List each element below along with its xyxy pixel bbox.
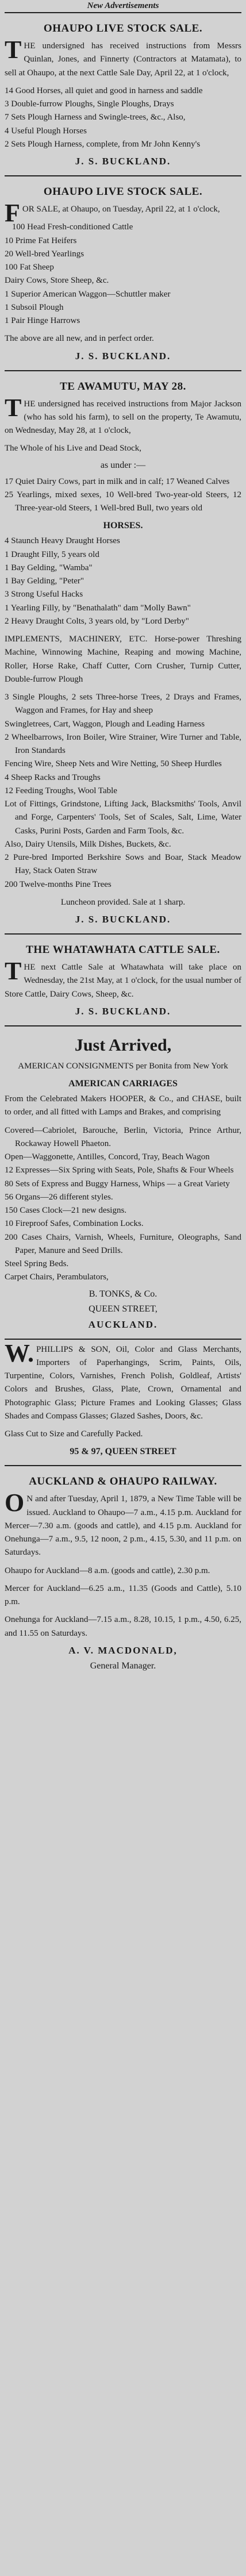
manager-signature: A. V. MACDONALD, bbox=[68, 1644, 178, 1656]
list-item: 4 Useful Plough Horses bbox=[5, 126, 87, 136]
list-item: Lot of Fittings, Grindstone, Lifting Jack, Blacksmiths' Tools, Anvil and Forge, Carpenters' Tools, Set of Scales, Salt, Lime, Water Casks, Purini Posts, Garden and Farm Tools, &c. bbox=[5, 799, 241, 836]
divider bbox=[5, 370, 241, 371]
list-item: 4 Staunch Heavy Draught Horses bbox=[5, 536, 120, 546]
ad-heading: AUCKLAND & OHAUPO RAILWAY. bbox=[29, 1475, 217, 1488]
divider bbox=[5, 175, 241, 176]
carriages-subheading: AMERICAN CARRIAGES bbox=[68, 1079, 178, 1089]
ad-heading: Just Arrived, bbox=[74, 1035, 172, 1055]
list-item: 80 Sets of Express and Buggy Harness, Whips — a Great Variety bbox=[5, 1179, 230, 1189]
auctioneer-signature: J. S. BUCKLAND. bbox=[75, 914, 171, 925]
list-item: 1 Pair Hinge Harrows bbox=[5, 316, 80, 325]
firm-street: QUEEN STREET, bbox=[89, 1304, 157, 1314]
firm-name: B. TONKS, & Co. bbox=[89, 1289, 157, 1299]
list-item: 10 Prime Fat Heifers bbox=[5, 236, 77, 245]
list-item: 14 Good Horses, all quiet and good in harness and saddle bbox=[5, 86, 203, 95]
auctioneer-signature: J. S. BUCKLAND. bbox=[75, 350, 171, 362]
ad-phillips-and-son bbox=[5, 1341, 241, 1464]
timetable-mercer: Mercer for Auckland—6.25 a.m., 11.35 (Goods and Cattle), 5.10 p.m. bbox=[5, 1583, 241, 1606]
manager-title: General Manager. bbox=[90, 1660, 156, 1671]
list-item: 1 Superior American Waggon—Schuttler maker bbox=[5, 289, 171, 299]
ad-note: Glass Cut to Size and Carefully Packed. bbox=[5, 1429, 143, 1439]
list-item: 17 Quiet Dairy Cows, part in milk and in calf; 17 Weaned Calves bbox=[5, 476, 230, 486]
implements-list bbox=[5, 691, 241, 891]
luncheon-note: Luncheon provided. Sale at 1 sharp. bbox=[60, 897, 186, 907]
list-item: 3 Strong Useful Hacks bbox=[5, 590, 83, 599]
ad-intro: AMERICAN CONSIGNMENTS per Bonita from New York bbox=[18, 1061, 228, 1071]
ad-heading: THE WHATAWHATA CATTLE SALE. bbox=[26, 944, 220, 956]
timetable-onehunga: Onehunga for Auckland—7.15 a.m., 8.28, 10.15, 1 p.m., 4.50, 6.25, and 11.55 on Saturdays. bbox=[5, 1615, 241, 1638]
list-item: 12 Feeding Troughs, Wool Table bbox=[5, 786, 117, 795]
auctioneer-signature: J. S. BUCKLAND. bbox=[75, 156, 171, 167]
ad-body: From the Celebrated Makers HOOPER, & Co., and CHASE, built to order, and all fitted with Lamps and Brakes, and comprising bbox=[5, 1094, 241, 1117]
ad-intro: ON and after Tuesday, April 1, 1879, a New Time Table will be issued. Auckland to Ohaupo—7 a.m., 4.15 p.m. Auckland for Mercer—7.30 a.m. (goods and cattle), and 4.15 p.m. Auckland for Onehunga—7 a.m., 9.5, 12 noon, 2 p.m., 4.15, 5.30, and 11 p.m. on Saturdays. bbox=[5, 1489, 241, 1558]
list-item: 100 Head Fresh-conditioned Cattle bbox=[11, 222, 133, 232]
ad-item-list bbox=[5, 84, 241, 151]
carriage-list bbox=[5, 1124, 241, 1285]
list-item: 1 Draught Filly, 5 years old bbox=[5, 549, 99, 559]
ad-te-awamutu-sale bbox=[5, 372, 241, 933]
auctioneer-signature: J. S. BUCKLAND. bbox=[75, 1005, 171, 1017]
ad-intro: THE undersigned has received instructions from Messrs Quinlan, Jones, and Finnerty (Contractors at Matamata), to sell at Ohaupo, at the next Cattle Sale Day, April 22, at 1 o'clock, bbox=[5, 36, 241, 78]
cattle-list bbox=[5, 475, 241, 516]
list-item: 2 Pure-bred Imported Berkshire Sows and Boar, Stack Meadow Hay, Stack Oaten Straw bbox=[5, 853, 241, 876]
list-item: Dairy Cows, Store Sheep, &c. bbox=[5, 276, 109, 286]
divider bbox=[5, 1339, 241, 1340]
ad-intro: FOR SALE, at Ohaupo, on Tuesday, April 22, at 1 o'clock, bbox=[5, 199, 220, 227]
list-item: 1 Yearling Filly, by "Benathalath" dam "Molly Bawn" bbox=[5, 603, 191, 613]
list-item: 7 Sets Plough Harness and Swingle-trees, &c., Also, bbox=[5, 113, 186, 122]
ad-ohaupo-live-stock-sale-1 bbox=[5, 14, 241, 174]
ad-intro: W.PHILLIPS & SON, Oil, Color and Glass Merchants, Importers of Paperhangings, Scrim, Paints, Oils, Turpentine, Colors, Varnishes, French Polish, Goldleaf, Artists' Colors and Brushes, Glass, Plate, Crown, Ornamental and Photographic Glass; Picture Frames and Looking Glasses; Glass Shades and Compass Glasses; Glazed Sashes, Doors, &c. bbox=[5, 1339, 241, 1421]
list-item: 1 Bay Gelding, "Wamba" bbox=[5, 563, 93, 572]
divider bbox=[5, 933, 241, 935]
list-item: 25 Yearlings, mixed sexes, 10 Well-bred Two-year-old Steers, 12 Three-year-old Steers, 1 Well-bred Bull, two years old bbox=[5, 490, 241, 513]
list-item: 100 Fat Sheep bbox=[5, 263, 54, 272]
ad-intro: THE undersigned has received instructions from Major Jackson (who has sold his farm), to sell on the property, Te Awamutu, on Wednesday, May 28, at 1 o'clock, bbox=[5, 393, 241, 435]
implements-intro: IMPLEMENTS, MACHINERY, ETC. Horse-power Threshing Machine, Winnowing Machine, Reaping and mowing Machine, Roller, Horse Rake, Chaff Cutter, Corn Crusher, Turnip Cutter, Double-furrow Plough bbox=[5, 635, 241, 684]
horses-list bbox=[5, 535, 241, 628]
list-item: 200 Cases Chairs, Varnish, Wheels, Furniture, Oleographs, Sand Paper, Manure and Seed Drills. bbox=[5, 1232, 241, 1255]
list-item: 1 Subsoil Plough bbox=[5, 302, 64, 312]
ad-heading: TE AWAMUTU, MAY 28. bbox=[60, 380, 186, 393]
list-item: 2 Wheelbarrows, Iron Boiler, Wire Strainer, Wire Turner and Table, Iron Standards bbox=[5, 732, 241, 755]
list-item: Carpet Chairs, Perambulators, bbox=[5, 1272, 109, 1282]
divider bbox=[5, 1465, 241, 1466]
ad-note: The above are all new, and in perfect order. bbox=[5, 334, 154, 344]
divider bbox=[5, 12, 241, 13]
ad-auckland-ohaupo-railway bbox=[5, 1467, 241, 1679]
ad-whatawhata-cattle-sale bbox=[5, 936, 241, 1024]
ad-intro: THE next Cattle Sale at Whatawhata will take place on Wednesday, the 21st May, at 1 o'clock, for the usual number of Store Cattle, Dairy Cows, Sheep, &c. bbox=[5, 957, 241, 999]
timetable-ohaupo: Ohaupo for Auckland—8 a.m. (goods and cattle), 2.30 p.m. bbox=[5, 1566, 210, 1575]
list-item: 4 Sheep Racks and Troughs bbox=[5, 772, 101, 782]
ad-lead: The Whole of his Live and Dead Stock, bbox=[5, 444, 141, 453]
list-item: 10 Fireproof Safes, Combination Locks. bbox=[5, 1219, 144, 1229]
list-item: Covered—Cabriolet, Barouche, Berlin, Victoria, Prince Arthur, Rockaway Howell Phaeton. bbox=[5, 1125, 241, 1148]
firm-address: 95 & 97, QUEEN STREET bbox=[70, 1447, 176, 1457]
list-item: 2 Heavy Draught Colts, 3 years old, by "Lord Derby" bbox=[5, 616, 189, 626]
ad-ohaupo-live-stock-sale-2 bbox=[5, 178, 241, 369]
list-item: Fencing Wire, Sheep Nets and Wire Netting, 50 Sheep Hurdles bbox=[5, 759, 222, 769]
as-under-label: as under :— bbox=[100, 460, 146, 470]
list-item: 20 Well-bred Yearlings bbox=[5, 249, 84, 259]
ad-item-list bbox=[5, 221, 241, 328]
horses-subheading: HORSES. bbox=[103, 521, 143, 531]
list-item: 2 Sets Plough Harness, complete, from Mr John Kenny's bbox=[5, 139, 201, 149]
list-item: 150 Cases Clock—21 new designs. bbox=[5, 1206, 127, 1215]
list-item: Steel Spring Beds. bbox=[5, 1259, 69, 1268]
list-item: 12 Expresses—Six Spring with Seats, Pole, Shafts & Four Wheels bbox=[5, 1166, 234, 1175]
firm-city: AUCKLAND. bbox=[88, 1318, 158, 1330]
list-item: 3 Double-furrow Ploughs, Single Ploughs, Drays bbox=[5, 99, 174, 109]
list-item: 3 Single Ploughs, 2 sets Three-horse Trees, 2 Drays and Frames, Waggon and Frames, for Hay and sheep bbox=[5, 693, 241, 716]
list-item: Also, Dairy Utensils, Milk Dishes, Buckets, &c. bbox=[5, 839, 171, 849]
list-item: 1 Bay Gelding, "Peter" bbox=[5, 576, 84, 586]
list-item: 56 Organs—26 different styles. bbox=[5, 1192, 113, 1202]
section-masthead: New Advertisements bbox=[87, 1, 159, 10]
ad-heading: OHAUPO LIVE STOCK SALE. bbox=[43, 186, 203, 198]
divider bbox=[5, 1025, 241, 1026]
ad-american-carriages bbox=[5, 1028, 241, 1337]
list-item: Swingletrees, Cart, Waggon, Plough and Leading Harness bbox=[5, 719, 205, 729]
ad-heading: OHAUPO LIVE STOCK SALE. bbox=[43, 22, 203, 34]
list-item: 200 Twelve-months Pine Trees bbox=[5, 879, 112, 889]
list-item: Open—Waggonette, Antilles, Concord, Tray, Beach Wagon bbox=[5, 1152, 210, 1162]
